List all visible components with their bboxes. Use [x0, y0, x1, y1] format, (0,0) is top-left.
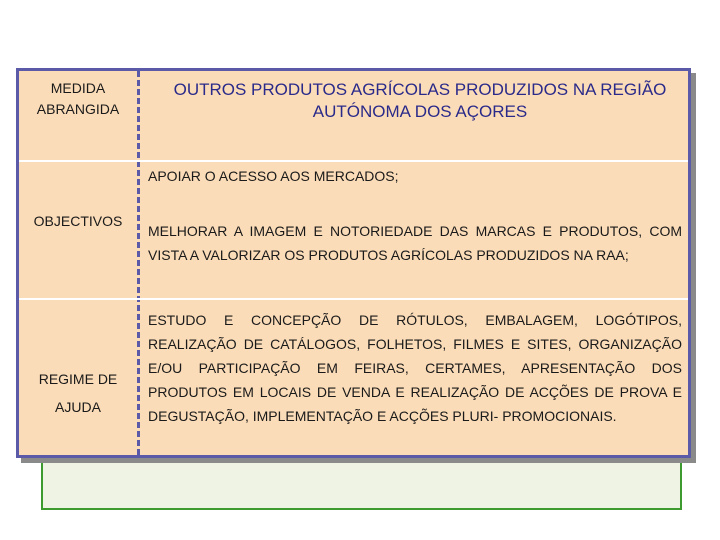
aid-description: ESTUDO E CONCEPÇÃO DE RÓTULOS, EMBALAGEM, LOGÓTIPOS, REALIZAÇÃO DE CATÁLOGOS, FOLHETOS, FILMES E SITES, ORGANIZAÇÃO E/OU PARTICIPAÇÃO EM FEIRAS, CERTAMES, APRESENTAÇÃO DOS PRODUTOS EM LOCAIS DE VENDA E REALIZAÇÃO DE ACÇÕES DE PROVA E DEGUSTAÇÃO, IMPLEMENTAÇÃO E ACÇÕES PLURI- PROMOCIONAIS.: [148, 312, 682, 424]
label-regime-text: REGIME DE AJUDA: [38, 371, 118, 415]
column-divider: [137, 71, 140, 455]
row-divider-1: [19, 160, 688, 162]
info-table: [16, 68, 691, 458]
label-regime-de-ajuda: [19, 365, 137, 421]
objective-1: APOIAR O ACESSO AOS MERCADOS;: [148, 168, 399, 184]
page-title: OUTROS PRODUTOS AGRÍCOLAS PRODUZIDOS NA REGIÃO AUTÓNOMA DOS AÇORES: [173, 80, 667, 121]
objective-2: MELHORAR A IMAGEM E NOTORIEDADE DAS MARCAS E PRODUTOS, COM VISTA A VALORIZAR OS PRODUTOS AGRÍCOLAS PRODUZIDOS NA RAA;: [148, 223, 682, 263]
label-medida-abrangida: [19, 78, 137, 120]
row-divider-2: [19, 298, 688, 300]
label-objectivos: OBJECTIVOS: [33, 213, 123, 229]
label-medida-text: MEDIDA ABRANGIDA: [36, 80, 120, 117]
